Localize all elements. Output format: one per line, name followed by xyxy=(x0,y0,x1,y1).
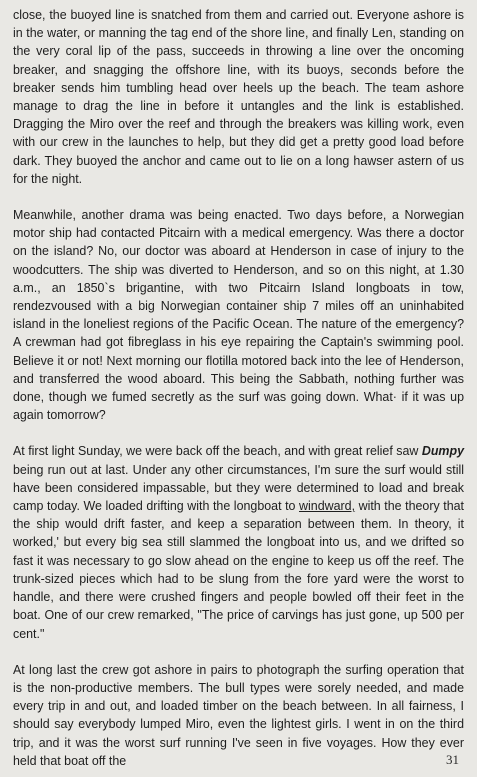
boat-name-emphasis: Dumpy xyxy=(421,444,464,459)
paragraph-4: At long last the crew got ashore in pairs to photograph the surfing operation that is the non-productive members. The bull types were sorely needed, and made every trip in and out, and loaded timber on the beach between. In all fairness, I should say everybody lumped Miro, even the lightest girls. I went in on the third trip, and it was the worst surf running I've seen in five voyages. How they ever held that boat off the xyxy=(13,662,464,768)
paragraph-3-text-b: being run out at last. Under any other circumstances, I'm sure the surf would still have been considered impassable, but they were determined to load and break camp today. We loaded drifting with the longboat to xyxy=(13,462,464,514)
page-number: 31 xyxy=(446,752,459,767)
paragraph-1: close, the buoyed line is snatched from them and carried out. Everyone ashore is in the water, or manning the tag end of the shore line, and finally Len, standing on the very coral lip of the pass, succeeds in throwing a line over the oncoming breaker, and snagging the offshore line, with its buoys, seconds before the breaker sends him tumbling head over heels up the beach. The team ashore manage to drag the line in before it untangles and the link is established. Dragging the Miro over the reef and through the breakers was killing work, even with our crew in the launches to help, but they did get a pretty good load before dark. They buoyed the anchor and came out to lie on a long hawser astern of us for the night. xyxy=(13,8,464,186)
paragraph-2: Meanwhile, another drama was being enacted. Two days before, a Norwegian motor ship had contacted Pitcairn with a medical emergency. Was there a doctor on the island? No, our doctor was aboard at Henderson in case of injury to the woodcutters. The ship was diverted to Henderson, and so on this night, at 1.30 a.m., an 1850`s brigantine, with two Pitcairn Island longboats in tow, rendezvoused with a big Norwegian container ship 7 miles off an uninhabited island in the loneliest regions of the Pacific Ocean. The nature of the emergency? A crewman had got fibreglass in his eye repairing the Captain's swimming pool. Believe it or not! Next morning our flotilla motored back into the lee of Henderson, and transferred the wood aboard. This being the Sabbath, nothing further was done, though we fumed secretly as the surf was going down. What· if it was up again tomorrow? xyxy=(13,208,464,423)
paragraph-3-text-c: with the theory that the ship would drift faster, and keep a separation between them. In theory, it worked,' but every big sea still slammed the longboat into us, and we drifted so fast it was necessary to go slow ahead on the engine to keep us off the reef. The trunk-sized pieces which had to be slung from the fore yard were the worst to handle, and there were crushed fingers and people bowled off their feet in the boat. One of our crew remarked, "The price of carvings has just gone, up 500 per cent." xyxy=(13,499,464,641)
paragraph-3 xyxy=(13,442,464,642)
paragraph-3-text-a: At first light Sunday, we were back off the beach, and with great relief saw xyxy=(13,444,422,459)
windward-underlined: windward, xyxy=(299,499,356,514)
